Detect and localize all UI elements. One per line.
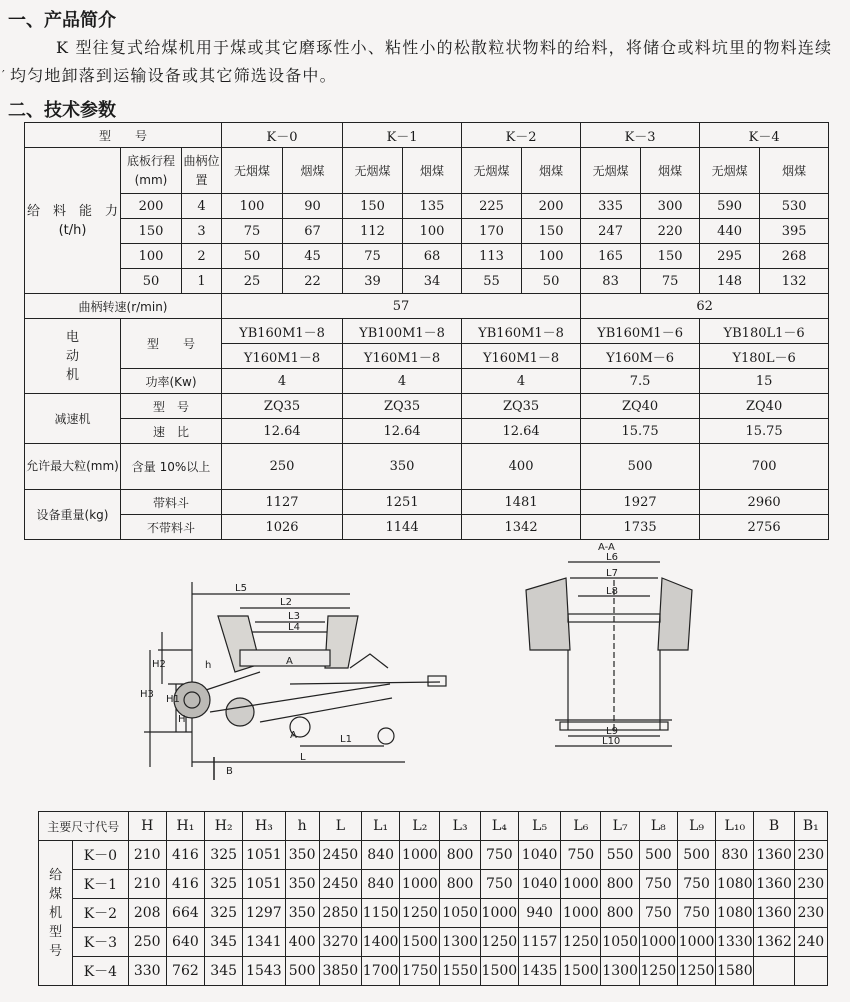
dim-label-l: L bbox=[300, 752, 306, 763]
dims-cell: 750 bbox=[480, 870, 518, 899]
dim-label-l4: L4 bbox=[288, 622, 300, 633]
power-label: 功率(Kw) bbox=[121, 369, 222, 394]
dims-cell: 1150 bbox=[362, 899, 400, 928]
weight-cell: 1342 bbox=[462, 515, 581, 540]
margin-mark: ′ bbox=[2, 68, 5, 82]
dims-cell: 1300 bbox=[440, 928, 480, 957]
capacity-cell: 75 bbox=[641, 269, 700, 294]
capacity-cell: 34 bbox=[403, 269, 462, 294]
weight-cell: 1927 bbox=[581, 490, 700, 515]
ratio-cell: 12.64 bbox=[462, 419, 581, 444]
dims-cell: 3270 bbox=[319, 928, 361, 957]
max-particle-cell: 400 bbox=[462, 444, 581, 490]
coal-type: 无烟煤 bbox=[222, 148, 283, 194]
motor-type-cell: Y160M1－8 bbox=[222, 344, 343, 369]
capacity-cell: 530 bbox=[760, 194, 829, 219]
capacity-cell: 440 bbox=[700, 219, 760, 244]
ratio-cell: 12.64 bbox=[222, 419, 343, 444]
dims-side-label: 给煤机型号 bbox=[39, 841, 73, 986]
dims-cell: 230 bbox=[794, 870, 827, 899]
dims-col-header: L bbox=[319, 812, 361, 841]
capacity-cell: 200 bbox=[522, 194, 581, 219]
dims-cell: 1051 bbox=[243, 841, 285, 870]
capacity-cell: 135 bbox=[403, 194, 462, 219]
capacity-cell: 75 bbox=[343, 244, 403, 269]
motor-type-cell: YB100M1－8 bbox=[343, 319, 462, 344]
capacity-cell: 590 bbox=[700, 194, 760, 219]
capacity-cell: 50 bbox=[522, 269, 581, 294]
dim-label-l5: L5 bbox=[235, 583, 247, 594]
dims-cell: 1000 bbox=[400, 841, 440, 870]
dims-cell: 1580 bbox=[716, 957, 754, 986]
coal-type: 烟煤 bbox=[283, 148, 343, 194]
weight-cell: 2756 bbox=[700, 515, 829, 540]
dims-cell: 345 bbox=[205, 928, 243, 957]
dims-cell: 1050 bbox=[601, 928, 639, 957]
dims-col-header: H₁ bbox=[166, 812, 204, 841]
model-k0: K－0 bbox=[222, 123, 343, 148]
dim-label-h1: H1 bbox=[166, 694, 180, 705]
content-label: 含量 10%以上 bbox=[121, 444, 222, 490]
dims-cell: 1050 bbox=[440, 899, 480, 928]
dims-cell: 750 bbox=[561, 841, 601, 870]
coal-type: 无烟煤 bbox=[581, 148, 641, 194]
dims-cell: 1435 bbox=[518, 957, 560, 986]
weight-cell: 1251 bbox=[343, 490, 462, 515]
power-cell: 15 bbox=[700, 369, 829, 394]
dims-cell: 800 bbox=[440, 870, 480, 899]
crank-position-label: 曲柄位置 bbox=[182, 148, 222, 194]
dims-cell: 550 bbox=[601, 841, 639, 870]
dims-cell: 750 bbox=[677, 870, 715, 899]
dims-cell: 940 bbox=[518, 899, 560, 928]
motor-type-cell: Y160M1－8 bbox=[343, 344, 462, 369]
dims-cell: 325 bbox=[205, 899, 243, 928]
weight-cell: 1026 bbox=[222, 515, 343, 540]
dims-cell: 416 bbox=[166, 841, 204, 870]
dims-row bbox=[39, 841, 828, 870]
capacity-cell: 148 bbox=[700, 269, 760, 294]
dim-label-l6: L6 bbox=[606, 552, 618, 563]
coal-type: 无烟煤 bbox=[462, 148, 522, 194]
dims-row bbox=[39, 870, 828, 899]
dims-cell: 2450 bbox=[319, 870, 361, 899]
coal-type: 烟煤 bbox=[641, 148, 700, 194]
dims-cell: 1543 bbox=[243, 957, 285, 986]
dims-cell: 1400 bbox=[362, 928, 400, 957]
stroke-value: 50 bbox=[121, 269, 182, 294]
capacity-cell: 150 bbox=[522, 219, 581, 244]
dims-row bbox=[39, 928, 828, 957]
dims-col-header: L₈ bbox=[639, 812, 677, 841]
dims-cell: 345 bbox=[205, 957, 243, 986]
motor-type-cell: Y160M1－8 bbox=[462, 344, 581, 369]
capacity-label: 给 料 能 力 (t/h) bbox=[25, 148, 121, 294]
dims-cell: 1500 bbox=[480, 957, 518, 986]
capacity-cell: 100 bbox=[403, 219, 462, 244]
reducer-label: 减速机 bbox=[25, 394, 121, 444]
section-title: A-A bbox=[598, 542, 615, 553]
capacity-cell: 39 bbox=[343, 269, 403, 294]
dims-col-header: L₇ bbox=[601, 812, 639, 841]
dims-cell: 500 bbox=[639, 841, 677, 870]
ratio-label: 速 比 bbox=[121, 419, 222, 444]
dims-cell: 1550 bbox=[440, 957, 480, 986]
dims-cell: 330 bbox=[128, 957, 166, 986]
dims-cell: 2450 bbox=[319, 841, 361, 870]
capacity-cell: 113 bbox=[462, 244, 522, 269]
dim-label-h: H bbox=[178, 714, 186, 725]
motor-type-cell: YB160M1－6 bbox=[581, 319, 700, 344]
dim-label-l9: L9 bbox=[606, 726, 618, 737]
dims-row bbox=[39, 899, 828, 928]
capacity-cell: 100 bbox=[522, 244, 581, 269]
max-particle-cell: 250 bbox=[222, 444, 343, 490]
ratio-cell: 15.75 bbox=[700, 419, 829, 444]
capacity-cell: 25 bbox=[222, 269, 283, 294]
capacity-cell: 268 bbox=[760, 244, 829, 269]
dims-cell: 1000 bbox=[677, 928, 715, 957]
dims-cell: 1000 bbox=[400, 870, 440, 899]
dims-col-header: L₂ bbox=[400, 812, 440, 841]
reducer-type-cell: ZQ40 bbox=[581, 394, 700, 419]
dims-col-header: B₁ bbox=[794, 812, 827, 841]
dims-cell: 1360 bbox=[754, 899, 794, 928]
model-header: 型 号 bbox=[25, 123, 222, 148]
crank-position-value: 2 bbox=[182, 244, 222, 269]
capacity-cell: 300 bbox=[641, 194, 700, 219]
motor-type-cell: YB160M1－8 bbox=[462, 319, 581, 344]
intro-text: K 型往复式给煤机用于煤或其它磨琢性小、粘性小的松散粒状物料的给料，将储仓或料坑里的物料连续均匀地卸落到运输设备或其它筛选设备中。 bbox=[10, 38, 833, 85]
capacity-cell: 112 bbox=[343, 219, 403, 244]
crank-speed-k3-k4: 62 bbox=[581, 294, 829, 319]
dims-cell: 1051 bbox=[243, 870, 285, 899]
power-cell: 4 bbox=[222, 369, 343, 394]
capacity-cell: 225 bbox=[462, 194, 522, 219]
dims-cell: 350 bbox=[285, 841, 319, 870]
dims-cell: 1080 bbox=[716, 899, 754, 928]
section-heading-intro: 一、产品简介 bbox=[8, 10, 116, 31]
dims-cell: 1250 bbox=[400, 899, 440, 928]
stroke-value: 150 bbox=[121, 219, 182, 244]
dims-cell: 3850 bbox=[319, 957, 361, 986]
stroke-label: 底板行程(mm) bbox=[121, 148, 182, 194]
dims-cell: 1362 bbox=[754, 928, 794, 957]
power-cell: 7.5 bbox=[581, 369, 700, 394]
dims-col-header: H₃ bbox=[243, 812, 285, 841]
dims-cell: 840 bbox=[362, 841, 400, 870]
dims-cell: 1700 bbox=[362, 957, 400, 986]
capacity-cell: 100 bbox=[222, 194, 283, 219]
dims-col-header: h bbox=[285, 812, 319, 841]
dims-cell: 1040 bbox=[518, 870, 560, 899]
motor-type-cell: Y180L－6 bbox=[700, 344, 829, 369]
reducer-type-cell: ZQ40 bbox=[700, 394, 829, 419]
dims-cell: 1500 bbox=[561, 957, 601, 986]
section-heading-specs: 二、技术参数 bbox=[8, 100, 116, 121]
weight-label: 设备重量(kg) bbox=[25, 490, 121, 540]
dims-col-header: L₄ bbox=[480, 812, 518, 841]
motor-type-cell: YB180L1－6 bbox=[700, 319, 829, 344]
dims-cell: 1750 bbox=[400, 957, 440, 986]
dims-col-header: H bbox=[128, 812, 166, 841]
dims-model: K－1 bbox=[73, 870, 128, 899]
capacity-cell: 395 bbox=[760, 219, 829, 244]
dims-cell: 664 bbox=[166, 899, 204, 928]
max-particle-cell: 350 bbox=[343, 444, 462, 490]
capacity-cell: 295 bbox=[700, 244, 760, 269]
dims-cell bbox=[754, 957, 794, 986]
dims-col-header: L₅ bbox=[518, 812, 560, 841]
dims-cell: 1360 bbox=[754, 870, 794, 899]
dims-cell: 500 bbox=[285, 957, 319, 986]
section-mark-a-top: A bbox=[286, 656, 293, 667]
capacity-cell: 247 bbox=[581, 219, 641, 244]
dims-cell: 750 bbox=[639, 899, 677, 928]
dims-cell: 1500 bbox=[400, 928, 440, 957]
capacity-cell: 83 bbox=[581, 269, 641, 294]
motor-type-label: 型 号 bbox=[121, 319, 222, 369]
dims-col-header: H₂ bbox=[205, 812, 243, 841]
max-particle-cell: 500 bbox=[581, 444, 700, 490]
dims-cell: 210 bbox=[128, 841, 166, 870]
with-hopper-label: 带料斗 bbox=[121, 490, 222, 515]
model-k4: K－4 bbox=[700, 123, 829, 148]
capacity-cell: 150 bbox=[343, 194, 403, 219]
dims-cell: 840 bbox=[362, 870, 400, 899]
dims-cell: 1080 bbox=[716, 870, 754, 899]
weight-cell: 2960 bbox=[700, 490, 829, 515]
dims-cell: 1250 bbox=[677, 957, 715, 986]
model-k3: K－3 bbox=[581, 123, 700, 148]
dim-label-small-h: h bbox=[205, 660, 212, 671]
dims-header-label: 主要尺寸代号 bbox=[39, 812, 129, 841]
reducer-type-cell: ZQ35 bbox=[222, 394, 343, 419]
dims-cell: 800 bbox=[440, 841, 480, 870]
dims-cell: 325 bbox=[205, 870, 243, 899]
dims-col-header: L₁ bbox=[362, 812, 400, 841]
dims-cell: 750 bbox=[677, 899, 715, 928]
intro-paragraph bbox=[10, 34, 842, 90]
coal-type: 烟煤 bbox=[522, 148, 581, 194]
capacity-row bbox=[25, 219, 829, 244]
capacity-row bbox=[25, 269, 829, 294]
capacity-cell: 45 bbox=[283, 244, 343, 269]
dims-model: K－3 bbox=[73, 928, 128, 957]
capacity-cell: 55 bbox=[462, 269, 522, 294]
stroke-value: 200 bbox=[121, 194, 182, 219]
dim-label-l1: L1 bbox=[340, 734, 352, 745]
power-cell: 4 bbox=[343, 369, 462, 394]
capacity-cell: 220 bbox=[641, 219, 700, 244]
crank-speed-label: 曲柄转速(r/min) bbox=[25, 294, 222, 319]
dims-model: K－4 bbox=[73, 957, 128, 986]
dims-model: K－2 bbox=[73, 899, 128, 928]
dims-cell: 240 bbox=[794, 928, 827, 957]
dims-cell: 1157 bbox=[518, 928, 560, 957]
dim-label-h2: H2 bbox=[152, 659, 166, 670]
capacity-row bbox=[25, 244, 829, 269]
dims-model: K－0 bbox=[73, 841, 128, 870]
weight-cell: 1481 bbox=[462, 490, 581, 515]
coal-type: 无烟煤 bbox=[700, 148, 760, 194]
model-k2: K－2 bbox=[462, 123, 581, 148]
dims-cell: 350 bbox=[285, 899, 319, 928]
weight-cell: 1127 bbox=[222, 490, 343, 515]
crank-position-value: 1 bbox=[182, 269, 222, 294]
dim-label-l7: L7 bbox=[606, 568, 618, 579]
dims-cell: 640 bbox=[166, 928, 204, 957]
dims-cell: 230 bbox=[794, 899, 827, 928]
coal-type: 烟煤 bbox=[760, 148, 829, 194]
dims-cell: 250 bbox=[128, 928, 166, 957]
spec-table bbox=[24, 122, 829, 540]
crank-position-value: 3 bbox=[182, 219, 222, 244]
dims-cell: 1250 bbox=[561, 928, 601, 957]
dims-cell: 1000 bbox=[639, 928, 677, 957]
dims-col-header: B bbox=[754, 812, 794, 841]
dims-cell: 1000 bbox=[561, 899, 601, 928]
dims-cell: 208 bbox=[128, 899, 166, 928]
dims-cell: 1330 bbox=[716, 928, 754, 957]
capacity-cell: 90 bbox=[283, 194, 343, 219]
dims-cell: 1297 bbox=[243, 899, 285, 928]
motor-type-cell: Y160M－6 bbox=[581, 344, 700, 369]
dims-cell: 800 bbox=[601, 899, 639, 928]
crank-position-value: 4 bbox=[182, 194, 222, 219]
weight-cell: 1735 bbox=[581, 515, 700, 540]
dims-cell: 1040 bbox=[518, 841, 560, 870]
dims-cell: 400 bbox=[285, 928, 319, 957]
capacity-cell: 68 bbox=[403, 244, 462, 269]
motor-label: 电动机 bbox=[25, 319, 121, 394]
model-k1: K－1 bbox=[343, 123, 462, 148]
dimension-table bbox=[38, 811, 828, 986]
dims-cell: 500 bbox=[677, 841, 715, 870]
dim-label-l3: L3 bbox=[288, 611, 300, 622]
dims-col-header: L₁₀ bbox=[716, 812, 754, 841]
dims-cell: 750 bbox=[480, 841, 518, 870]
dims-cell: 325 bbox=[205, 841, 243, 870]
dims-cell: 1360 bbox=[754, 841, 794, 870]
dims-cell: 830 bbox=[716, 841, 754, 870]
reducer-type-cell: ZQ35 bbox=[343, 394, 462, 419]
power-cell: 4 bbox=[462, 369, 581, 394]
ratio-cell: 12.64 bbox=[343, 419, 462, 444]
coal-type: 烟煤 bbox=[403, 148, 462, 194]
capacity-cell: 150 bbox=[641, 244, 700, 269]
capacity-cell: 67 bbox=[283, 219, 343, 244]
stroke-value: 100 bbox=[121, 244, 182, 269]
dims-cell: 2850 bbox=[319, 899, 361, 928]
dims-col-header: L₆ bbox=[561, 812, 601, 841]
dims-cell: 1250 bbox=[480, 928, 518, 957]
coal-type: 无烟煤 bbox=[343, 148, 403, 194]
dims-col-header: L₉ bbox=[677, 812, 715, 841]
dims-row bbox=[39, 957, 828, 986]
capacity-cell: 50 bbox=[222, 244, 283, 269]
without-hopper-label: 不带料斗 bbox=[121, 515, 222, 540]
dims-cell bbox=[794, 957, 827, 986]
dims-cell: 750 bbox=[639, 870, 677, 899]
dims-cell: 1000 bbox=[480, 899, 518, 928]
capacity-cell: 165 bbox=[581, 244, 641, 269]
dims-cell: 210 bbox=[128, 870, 166, 899]
dims-cell: 1250 bbox=[639, 957, 677, 986]
capacity-cell: 132 bbox=[760, 269, 829, 294]
capacity-row bbox=[25, 194, 829, 219]
feeder-side-view-drawing bbox=[140, 572, 460, 782]
capacity-cell: 335 bbox=[581, 194, 641, 219]
motor-type-cell: YB160M1－8 bbox=[222, 319, 343, 344]
capacity-cell: 75 bbox=[222, 219, 283, 244]
crank-speed-k0-k2: 57 bbox=[222, 294, 581, 319]
capacity-cell: 22 bbox=[283, 269, 343, 294]
capacity-cell: 170 bbox=[462, 219, 522, 244]
dims-cell: 1341 bbox=[243, 928, 285, 957]
dims-col-header: L₃ bbox=[440, 812, 480, 841]
dims-cell: 230 bbox=[794, 841, 827, 870]
dims-cell: 800 bbox=[601, 870, 639, 899]
feeder-section-view-drawing bbox=[520, 540, 700, 750]
dim-label-h3: H3 bbox=[140, 689, 154, 700]
ratio-cell: 15.75 bbox=[581, 419, 700, 444]
dims-cell: 350 bbox=[285, 870, 319, 899]
weight-cell: 1144 bbox=[343, 515, 462, 540]
dim-label-l10: L10 bbox=[602, 736, 621, 747]
dim-label-l8: L8 bbox=[606, 586, 618, 597]
dims-cell: 416 bbox=[166, 870, 204, 899]
reducer-type-label: 型 号 bbox=[121, 394, 222, 419]
view-direction-b: B bbox=[226, 766, 233, 777]
dims-cell: 1300 bbox=[601, 957, 639, 986]
reducer-type-cell: ZQ35 bbox=[462, 394, 581, 419]
dims-cell: 762 bbox=[166, 957, 204, 986]
max-particle-cell: 700 bbox=[700, 444, 829, 490]
dim-label-l2: L2 bbox=[280, 597, 292, 608]
max-particle-label: 允许最大粒(mm) bbox=[25, 444, 121, 490]
dims-cell: 1000 bbox=[561, 870, 601, 899]
section-mark-a-bottom: A bbox=[290, 730, 297, 741]
